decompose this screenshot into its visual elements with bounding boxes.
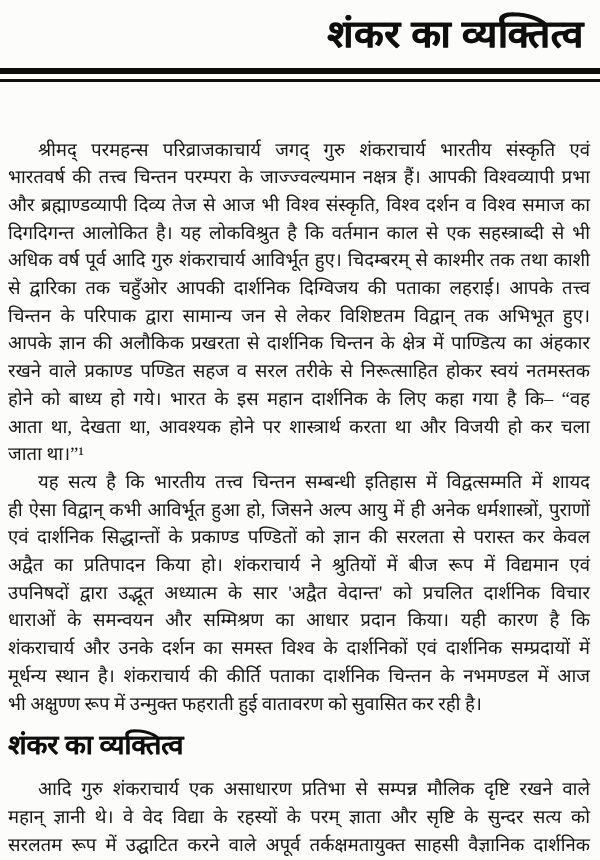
text-line: से द्वारिका तक चहुँओर आपकी दार्शनिक दिग्विजय की पताका लहराई। आपके तत्त्व xyxy=(8,276,590,304)
title-row xyxy=(0,0,600,58)
text-line: अद्वैत का प्रतिपादन किया हो। शंकराचार्य ने श्रुतियों में बीज रूप में विद्यमान एवं xyxy=(8,553,590,581)
text-line: सरलतम रूप में उद्घाटित करने वाले अपूर्व तर्कक्षमतायुक्त साहसी वैज्ञानिक दार्शनिक xyxy=(8,833,590,860)
text-line: महान् ज्ञानी थे। वे वेद विद्या के रहस्यों के परम् ज्ञाता और सृष्टि के सुन्दर सत्य को xyxy=(8,805,590,833)
text-line: उपनिषदों द्वारा उद्भूत अध्यात्म के सार 'अद्वैत वेदान्त' को प्रचलित दार्शनिक विचार xyxy=(8,581,590,609)
text-line: ही ऐसा विद्वान् कभी आविर्भूत हुआ हो, जिसने अल्प आयु में ही अनेक धर्मशास्त्रों, पुराणों xyxy=(8,498,590,526)
text-line: मूर्धन्य स्थान है। शंकराचार्य की कीर्ति पताका दार्शनिक चिन्तन के नभमण्डल में आज xyxy=(8,664,590,692)
text-line: धाराओं के समन्वयन और सम्मिश्रण का आधार प्रदान किया। यही कारण है कि xyxy=(8,608,590,636)
text-line: यह सत्य है कि भारतीय तत्त्व चिन्तन सम्बन्धी इतिहास में विद्वत्सम्मति में शायद xyxy=(8,470,590,498)
text-line: आपके ज्ञान की अलौकिक प्रखरता से दार्शनिक चिन्तन के क्षेत्र में पाण्डित्य का अंहकार xyxy=(8,331,590,359)
section-heading: शंकर का व्यक्तित्व xyxy=(8,727,590,763)
text-line: आदि गुरु शंकराचार्य एक असाधारण प्रतिभा से सम्पन्न मौलिक दृष्टि रखने वाले xyxy=(8,777,590,805)
document-body xyxy=(0,138,600,860)
text-line: शंकराचार्य और उनके दर्शन का समस्त विश्व के दार्शनिकों एवं दार्शनिक सम्प्रदायों में xyxy=(8,636,590,664)
text-line-with-footnote-ref: जाता था।”¹ xyxy=(8,442,590,470)
text-line: श्रीमद् परमहन्स परिव्राजकाचार्य जगद् गुरु शंकराचार्य भारतीय संस्कृति एवं xyxy=(8,138,590,166)
text-line: अधिक वर्ष पूर्व आदि गुरु शंकराचार्य आविर्भूत हुए। चिदम्बरम् से काश्मीर तक तथा काशी xyxy=(8,248,590,276)
title-rule-thick xyxy=(0,68,600,74)
text-line: रखने वाले प्रकाण्ड पण्डित सहज व सरल तरीके से निरूत्साहित होकर स्वयं नतमस्तक xyxy=(8,359,590,387)
title-rule-thin xyxy=(0,79,600,82)
text-line: होने को बाध्य हो गये। भारत के इस महान दार्शनिक के लिए कहा गया है कि– “वह xyxy=(8,387,590,415)
page-title: शंकर का व्यक्तित्व xyxy=(327,12,584,58)
text-line: आता था, देखता था, आवश्यक होने पर शास्त्रार्थ करता था और विजयी हो कर चला xyxy=(8,415,590,443)
text-line: भारतवर्ष की तत्त्व चिन्तन परम्परा के जाज्ज्वल्यमान नक्षत्र हैं। आपकी विश्वव्यापी प्रभा xyxy=(8,165,590,193)
text-line: चिन्तन के परिपाक द्वारा सामान्य जन से लेकर विशिष्टतम विद्वान् तक अभिभूत हुए। xyxy=(8,304,590,332)
text-line: भी अक्षुण्ण रूप में उन्मुक्त फहराती हुई वातावरण को सुवासित कर रही है। xyxy=(8,692,590,720)
text-line: और ब्रह्माण्डव्यापी दिव्य तेज से आज भी विश्व संस्कृति, विश्व दर्शन व विश्व समाज का xyxy=(8,193,590,221)
text-line: एवं दार्शनिक सिद्धान्तों के प्रकाण्ड पण्डितों को ज्ञान की सरलता से परास्त कर केवल xyxy=(8,525,590,553)
text-line: दिगदिगन्त आलोकित है। यह लोकविश्रुत है कि वर्तमान काल से एक सहस्त्राब्दी से भी xyxy=(8,221,590,249)
paragraph-history xyxy=(8,470,590,719)
paragraph-intro xyxy=(8,138,590,470)
paragraph-personality xyxy=(8,777,590,860)
